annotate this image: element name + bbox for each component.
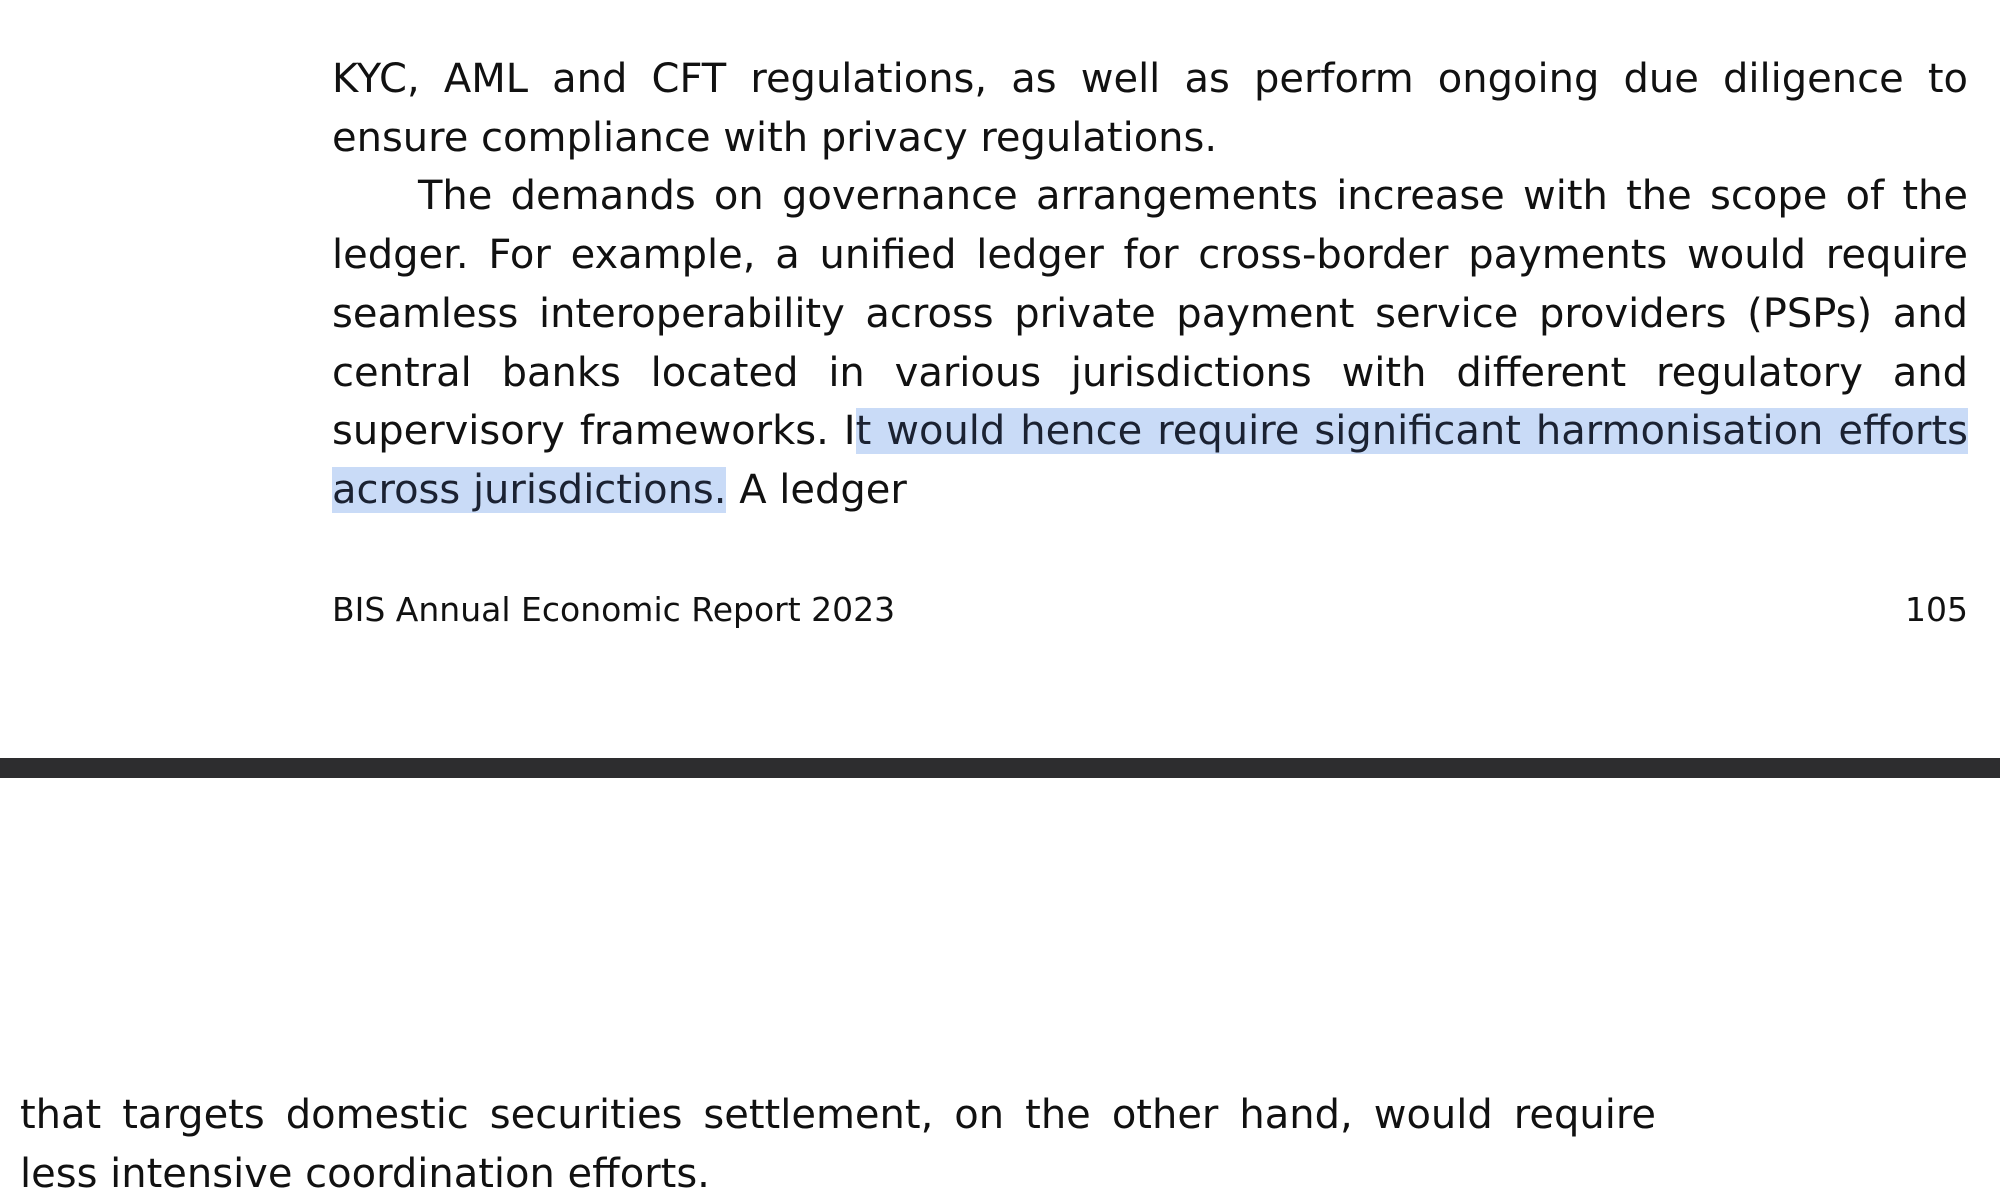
paragraph-continuation[interactable]: that targets domestic securities settlement, on the other hand, would require less intensive coordination efforts. <box>20 1092 1656 1197</box>
continuation-text[interactable] <box>20 1086 1656 1203</box>
selected-text[interactable]: t would hence require significant harmonisation efforts across jurisdictions. <box>332 408 1968 513</box>
paragraph-governance[interactable] <box>332 167 1968 519</box>
paragraph-kyc-tail[interactable]: KYC, AML and CFT regulations, as well as perform ongoing due diligence to ensure compliance with privacy regulations. <box>332 56 1968 161</box>
paragraph-text-after-selection[interactable]: A ledger <box>726 466 907 513</box>
footer-publication-title: BIS Annual Economic Report 2023 <box>332 590 896 629</box>
body-text[interactable] <box>332 50 1968 520</box>
paragraph-text-before-selection[interactable]: The demands on governance arrangements increase with the scope of the ledger. For example, a unified ledger for cross-border payments would require seamless interoperability across private payment service providers (PSPs) and central banks located in various jurisdictions with different regulatory and supervisory frameworks. I <box>332 173 1968 455</box>
footer-page-number: 105 <box>1905 590 1968 629</box>
page-break-divider <box>0 758 2000 778</box>
